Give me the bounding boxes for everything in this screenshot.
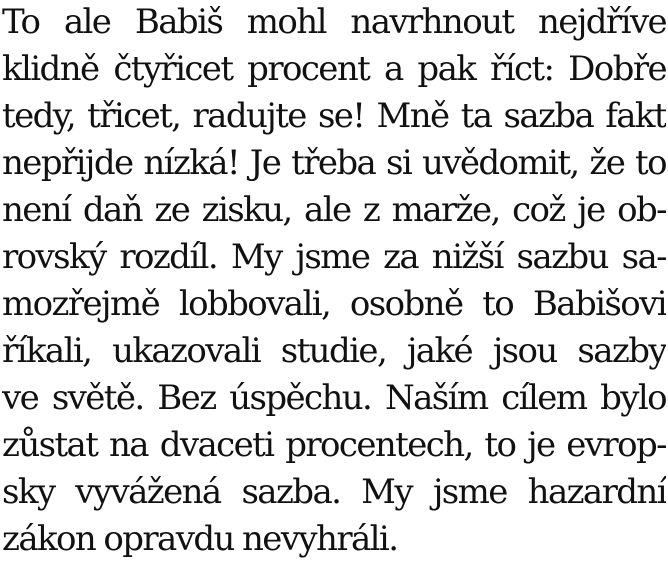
paragraph-line-3: tedy, třicet, radujte se! Mně ta sazba fakt <box>2 96 666 136</box>
paragraph-line-4: nepřijde nízká! Je třeba si uvědomit, že to <box>2 143 666 183</box>
paragraph-line-11: sky vyvážená sazba. My jsme hazardní <box>2 472 666 512</box>
paragraph-line-9: ve světě. Bez úspěchu. Naším cílem bylo <box>2 378 666 418</box>
paragraph-line-8: říkali, ukazovali studie, jaké jsou sazby <box>2 331 666 371</box>
paragraph-line-7: mozřejmě lobbovali, osobně to Babišovi <box>2 284 666 324</box>
paragraph-line-1: To ale Babiš mohl navrhnout nejdříve <box>2 2 666 42</box>
paragraph-line-6: rovský rozdíl. My jsme za nižší sazbu sa- <box>2 237 666 277</box>
paragraph-line-10: zůstat na dvaceti procentech, to je evrop- <box>2 425 666 465</box>
paragraph-line-2: klidně čtyřicet procent a pak říct: Dobře <box>2 49 666 89</box>
paragraph-line-5: není daň ze zisku, ale z marže, což je ob- <box>2 190 666 230</box>
paragraph-line-12: zákon opravdu nevyhráli. <box>2 519 398 559</box>
